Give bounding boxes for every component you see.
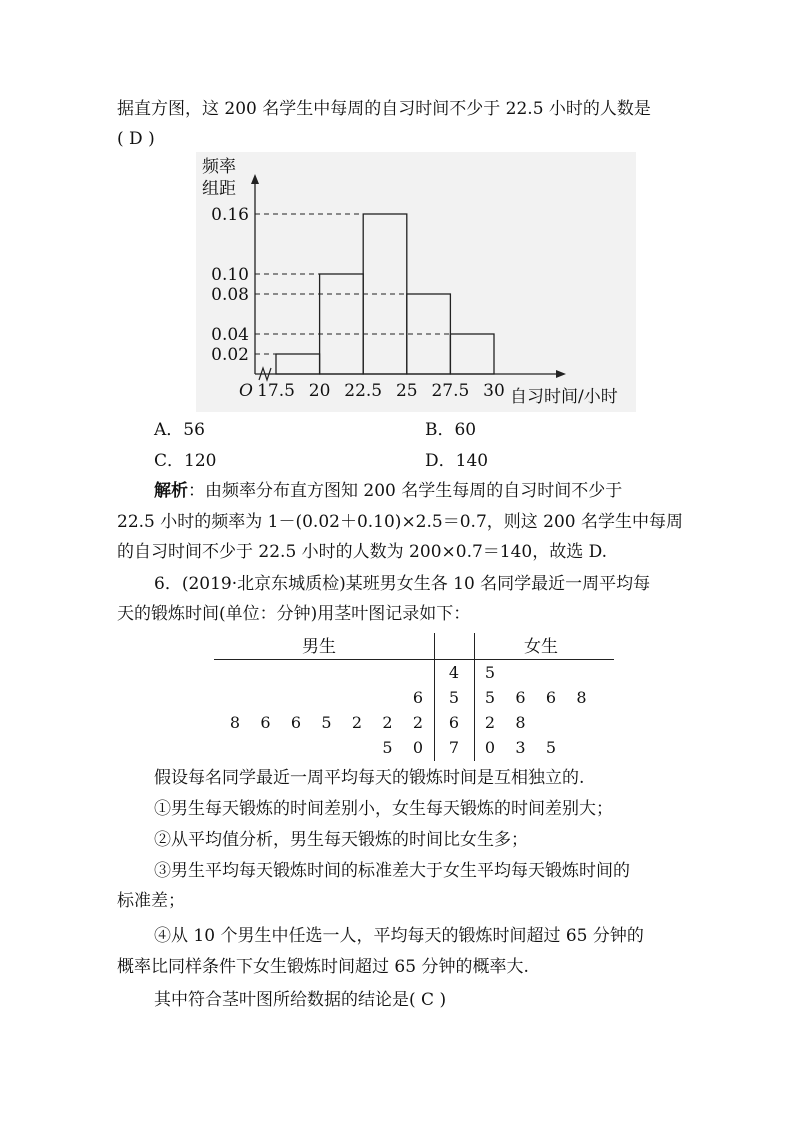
stem-leaf-left-header: 男生: [302, 637, 336, 657]
stem-value: 5: [448, 688, 460, 707]
female-leaf: 2: [484, 713, 496, 732]
q6-statement-3-line1: ③男生平均每天锻炼时间的标准差大于女生平均每天锻炼时间的: [154, 861, 630, 881]
y-tick-label-4: 0.16: [211, 205, 249, 225]
x-tick-label-0: 17.5: [257, 381, 295, 401]
solution-line-2: 22.5 小时的频率为 1－(0.02＋0.10)×2.5＝0.7，则这 200 名学生中每周: [117, 512, 684, 532]
q6-line-1: 6．(2019·北京东城质检)某班男女生各 10 名同学最近一周平均每: [154, 574, 651, 594]
male-leaf: 2: [351, 713, 363, 732]
option-c: C．120: [154, 451, 217, 471]
male-leaf: 6: [260, 713, 271, 732]
q5-stem-line: 据直方图，这 200 名学生中每周的自习时间不少于 22.5 小时的人数是: [117, 99, 651, 119]
stem-leaf-left-divider: [434, 633, 435, 761]
male-leaf: 2: [382, 713, 393, 732]
female-leaf: 5: [545, 738, 557, 757]
female-leaf: 5: [484, 688, 496, 707]
female-leaf: 6: [545, 688, 557, 707]
q5-answer: ( D ): [117, 129, 155, 149]
solution-label: 解析: [154, 481, 188, 501]
male-leaf: 0: [412, 738, 424, 757]
y-tick-label-2: 0.08: [211, 285, 249, 305]
x-tick-label-2: 22.5: [344, 381, 383, 401]
option-d: D．140: [425, 451, 489, 471]
y-tick-label-3: 0.10: [211, 265, 249, 285]
x-tick-label-3: 25: [395, 381, 418, 401]
stem-value: 6: [448, 713, 460, 732]
stem-leaf-plot: [214, 633, 614, 761]
q6-assumption: 假设每名同学最近一周平均每天的锻炼时间是互相独立的.: [154, 768, 585, 788]
q6-statement-3-line2: 标准差；: [117, 891, 185, 911]
male-leaf: 5: [382, 738, 393, 757]
male-leaf: 2: [412, 713, 424, 732]
x-axis-label: 自习时间/小时: [510, 387, 618, 407]
q6-line-2: 天的锻炼时间(单位：分钟)用茎叶图记录如下：: [117, 604, 471, 624]
female-leaf: 8: [576, 688, 587, 707]
q6-statement-4-line2: 概率比同样条件下女生锻炼时间超过 65 分钟的概率大.: [117, 957, 529, 977]
female-leaf: 6: [515, 688, 526, 707]
x-tick-label-5: 30: [483, 381, 505, 401]
q6-statement-1: ①男生每天锻炼的时间差别小，女生每天锻炼的时间差别大；: [154, 799, 613, 819]
male-leaf: 8: [229, 713, 241, 732]
solution-line-3: 的自习时间不少于 22.5 小时的人数为 200×0.7＝140，故选 D.: [117, 542, 608, 562]
q6-statement-2: ②从平均值分析，男生每天锻炼的时间比女生多；: [154, 830, 528, 850]
y-axis-label-top: 频率: [202, 157, 236, 177]
q6-final-question: 其中符合茎叶图所给数据的结论是( C ): [154, 990, 447, 1010]
solution-line-1: [154, 480, 622, 502]
stem-value: 4: [448, 663, 460, 682]
stem-leaf-header-rule: [214, 659, 614, 660]
y-tick-label-0: 0.02: [211, 345, 249, 365]
solution-text-1: ：由频率分布直方图知 200 名学生每周的自习时间不少于: [188, 481, 623, 501]
female-leaf: 3: [515, 738, 526, 757]
chart-background: [196, 152, 636, 412]
option-b: B．60: [425, 420, 477, 440]
option-a: A．56: [154, 420, 205, 440]
y-tick-label-1: 0.04: [211, 325, 249, 345]
histogram-chart: [196, 152, 636, 412]
y-axis-label-bottom: 组距: [202, 179, 236, 199]
stem-leaf-right-header: 女生: [524, 637, 558, 657]
q6-statement-4-line1: ④从 10 个男生中任选一人，平均每天的锻炼时间超过 65 分钟的: [154, 926, 644, 946]
origin-label: O: [239, 381, 253, 401]
x-tick-label-1: 20: [308, 381, 331, 401]
x-tick-label-4: 27.5: [431, 381, 470, 401]
male-leaf: 6: [290, 713, 302, 732]
male-leaf: 6: [412, 688, 424, 707]
female-leaf: 5: [484, 663, 496, 682]
stem-value: 7: [448, 738, 460, 757]
stem-leaf-right-divider: [474, 633, 475, 761]
female-leaf: 0: [484, 738, 496, 757]
male-leaf: 5: [321, 713, 332, 732]
female-leaf: 8: [515, 713, 526, 732]
